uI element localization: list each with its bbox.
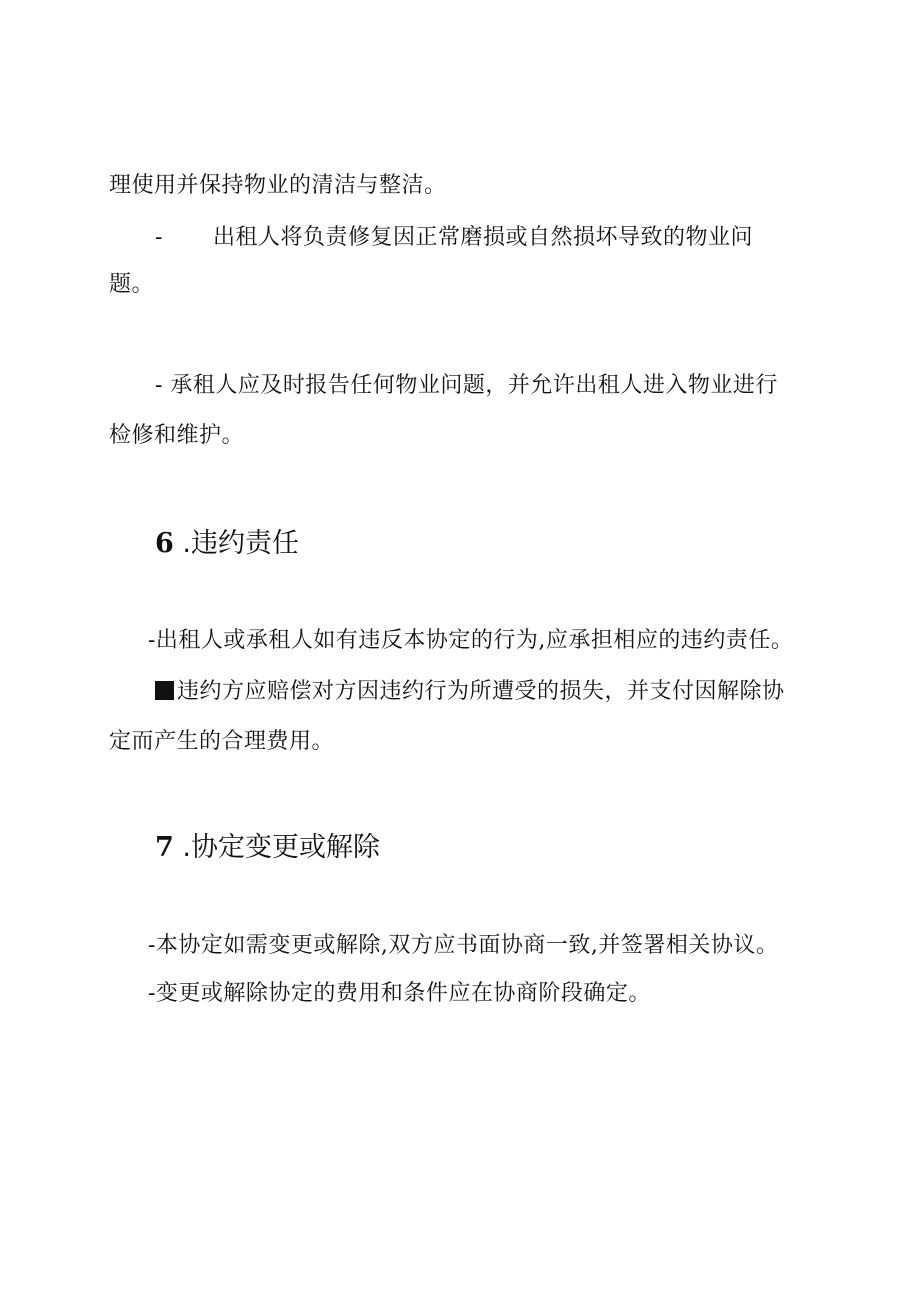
text: -本协定如需变更或解除,双方应书面协商一致,并签署相关协议。 (148, 933, 779, 958)
paragraph-line (109, 727, 334, 757)
section-number: 6 (155, 528, 174, 559)
text: 理使用并保持物业的清洁与整洁。 (109, 173, 447, 198)
section-heading (155, 527, 299, 561)
section-title: .违约责任 (182, 528, 299, 559)
list-item (155, 371, 778, 401)
text: - 承租人应及时报告任何物业问题，并允许出租人进入物业进行 (155, 373, 778, 398)
text: 违约方应赔偿对方因违约行为所遭受的损失，并支付因解除协 (177, 679, 785, 704)
paragraph-line (109, 270, 154, 300)
list-item (148, 979, 651, 1009)
list-item (148, 931, 778, 961)
text: 题。 (109, 272, 155, 297)
list-item (155, 223, 753, 253)
text: -出租人或承租人如有违反本协定的行为,应承担相应的违约责任。 (148, 628, 794, 653)
bullet-dash: - (155, 225, 163, 250)
text: -变更或解除协定的费用和条件应在协商阶段确定。 (148, 981, 651, 1006)
paragraph-line (109, 171, 447, 201)
paragraph-line (109, 421, 244, 451)
list-item (148, 626, 793, 656)
section-title: .协定变更或解除 (182, 832, 380, 863)
section-heading (155, 831, 380, 865)
section-number: 7 (155, 832, 174, 863)
text: 定而产生的合理费用。 (109, 729, 335, 754)
list-item (155, 677, 785, 707)
square-bullet-icon (155, 681, 174, 700)
text: 出租人将负责修复因正常磨损或自然损坏导致的物业问 (212, 225, 753, 250)
text: 检修和维护。 (109, 423, 245, 448)
